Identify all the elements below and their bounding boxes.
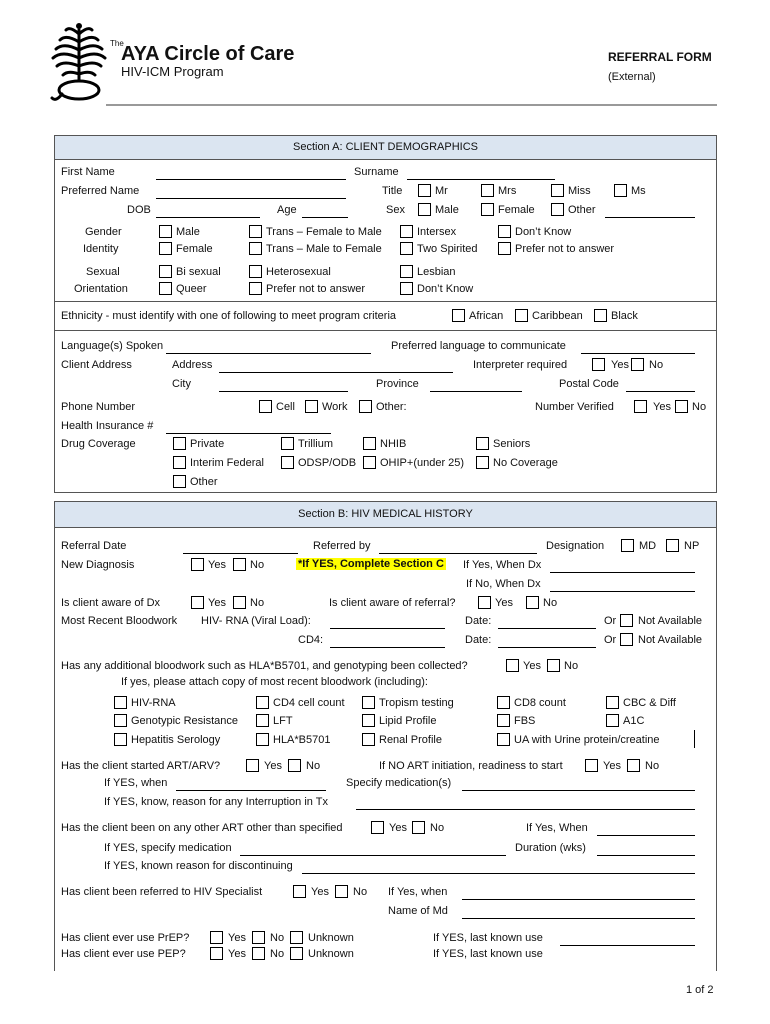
interpreter-label: Interpreter required [473, 359, 568, 371]
aware-dx-yes-checkbox[interactable] [191, 596, 204, 609]
hep-checkbox[interactable] [114, 733, 127, 746]
black-label: Black [611, 310, 638, 322]
private-checkbox[interactable] [173, 437, 186, 450]
preferred-lang-label: Preferred language to communicate [391, 340, 566, 352]
two-spirited-checkbox[interactable] [400, 242, 413, 255]
new-dx-label: New Diagnosis [61, 559, 135, 571]
prep-last-label: If YES, last known use [433, 932, 543, 944]
hla-label: HLA*B5701 [273, 734, 331, 746]
if-no-when-dx-label: If No, When Dx [466, 578, 541, 590]
viral-date-field[interactable] [498, 628, 596, 629]
new-dx-no-checkbox[interactable] [233, 558, 246, 571]
age-label: Age [277, 204, 297, 216]
interpreter-no-checkbox[interactable] [631, 358, 644, 371]
new-dx-no-label: No [250, 559, 265, 571]
prep-label: Has client ever use PrEP? [61, 932, 190, 944]
lipid-checkbox[interactable] [362, 714, 375, 727]
miss-label: Miss [568, 185, 591, 197]
first-name-field[interactable] [156, 179, 346, 180]
other-coverage-label: Other [190, 476, 218, 488]
orientation-prefer-not-label: Prefer not to answer [266, 283, 366, 295]
interpreter-no-label: No [649, 359, 664, 371]
trillium-label: Trillium [298, 438, 334, 450]
no-art-yes-checkbox[interactable] [585, 759, 598, 772]
odsp-checkbox[interactable] [281, 456, 294, 469]
trans-mf-label: Trans – Male to Female [266, 243, 382, 255]
languages-label: Language(s) Spoken [61, 340, 164, 352]
phone-other-checkbox[interactable] [359, 400, 372, 413]
interruption-label: If YES, know, reason for any Interruption in Tx [104, 796, 328, 808]
hla-checkbox[interactable] [256, 733, 269, 746]
if-yes-when-dx-field[interactable] [550, 572, 695, 573]
verified-label: Number Verified [535, 401, 614, 413]
no-coverage-label: No Coverage [493, 457, 558, 469]
gender-dont-know-checkbox[interactable] [498, 225, 511, 238]
started-art-label: Has the client started ART/ARV? [61, 760, 221, 772]
other-coverage-checkbox[interactable] [173, 475, 186, 488]
cd4count-checkbox[interactable] [256, 696, 269, 709]
sex-female-checkbox[interactable] [481, 203, 494, 216]
other-art-no-label: No [430, 822, 445, 834]
province-label: Province [376, 378, 419, 390]
np-label: NP [684, 540, 700, 552]
city-field[interactable] [219, 391, 348, 392]
lipid-label: Lipid Profile [379, 715, 437, 727]
pep-yes-checkbox[interactable] [210, 947, 223, 960]
specialist-when-label: If Yes, when [388, 886, 448, 898]
dob-label: DOB [127, 204, 151, 216]
first-name-label: First Name [61, 166, 115, 178]
section-a-title: Section A: CLIENT DEMOGRAPHICS [55, 136, 716, 160]
gender-male-checkbox[interactable] [159, 225, 172, 238]
pep-last-label: If YES, last known use [433, 948, 543, 960]
verified-no-checkbox[interactable] [675, 400, 688, 413]
discontinue-label: If YES, known reason for discontinuing [104, 860, 293, 872]
prep-last-field[interactable] [560, 945, 695, 946]
identity-label: Identity [83, 243, 119, 255]
prep-yes-checkbox[interactable] [210, 931, 223, 944]
interim-checkbox[interactable] [173, 456, 186, 469]
ua-label: UA with Urine protein/creatine [514, 734, 660, 746]
specify-med2-field[interactable] [240, 855, 506, 856]
cd8-label: CD8 count [514, 697, 566, 709]
viral-not-avail-label: Not Available [638, 615, 703, 627]
aware-dx-no-checkbox[interactable] [233, 596, 246, 609]
no-art-yes-label: Yes [603, 760, 621, 772]
prep-no-checkbox[interactable] [252, 931, 265, 944]
sex-male-checkbox[interactable] [418, 203, 431, 216]
cbc-checkbox[interactable] [606, 696, 619, 709]
duration-field[interactable] [597, 855, 695, 856]
sex-female-label: Female [498, 204, 535, 216]
prep-yes-label: Yes [228, 932, 246, 944]
caribbean-checkbox[interactable] [515, 309, 528, 322]
preferred-lang-field[interactable] [581, 353, 695, 354]
orientation-dont-know-label: Don’t Know [417, 283, 474, 295]
ohip-checkbox[interactable] [363, 456, 376, 469]
gender-female-label: Female [176, 243, 213, 255]
other-art-label: Has the client been on any other ART other than specified [61, 822, 343, 834]
viral-or-label: Or [604, 615, 617, 627]
other-art-yes-label: Yes [389, 822, 407, 834]
referred-by-label: Referred by [313, 540, 371, 552]
ref-date-label: Referral Date [61, 540, 127, 552]
specialist-when-field[interactable] [462, 899, 695, 900]
designation-label: Designation [546, 540, 605, 552]
renal-label: Renal Profile [379, 734, 442, 746]
aya-logo-icon [48, 20, 110, 104]
geno-checkbox[interactable] [114, 714, 127, 727]
started-art-no-label: No [306, 760, 321, 772]
cd4-label: CD4: [298, 634, 324, 646]
form-title: REFERRAL FORM [608, 50, 712, 64]
nhib-checkbox[interactable] [363, 437, 376, 450]
specialist-no-checkbox[interactable] [335, 885, 348, 898]
cursor-bar [694, 730, 695, 748]
specialist-no-label: No [353, 886, 368, 898]
preferred-name-field[interactable] [156, 198, 346, 199]
heterosexual-label: Heterosexual [266, 266, 331, 278]
aware-ref-no-checkbox[interactable] [526, 596, 539, 609]
cd4-not-avail-checkbox[interactable] [620, 633, 633, 646]
no-art-no-label: No [645, 760, 660, 772]
viral-load-label: HIV- RNA (Viral Load): [201, 615, 311, 627]
age-field[interactable] [302, 217, 348, 218]
sex-other-checkbox[interactable] [551, 203, 564, 216]
heterosexual-checkbox[interactable] [249, 265, 262, 278]
sex-other-field[interactable] [605, 217, 695, 218]
logo-subtitle: HIV-ICM Program [121, 64, 224, 79]
orientation-dont-know-checkbox[interactable] [400, 282, 413, 295]
interim-label: Interim Federal [190, 457, 264, 469]
caribbean-label: Caribbean [532, 310, 583, 322]
ethnicity-label: Ethnicity - must identify with one of following to meet program criteria [61, 310, 397, 322]
trans-mf-checkbox[interactable] [249, 242, 262, 255]
aware-ref-no-label: No [543, 597, 558, 609]
complete-section-c-note: *If YES, Complete Section C [298, 558, 444, 570]
cd4-or-label: Or [604, 634, 617, 646]
title-mrs-checkbox[interactable] [481, 184, 494, 197]
cd8-checkbox[interactable] [497, 696, 510, 709]
client-address-label: Client Address [61, 359, 132, 371]
cd4-field[interactable] [330, 647, 445, 648]
african-label: African [469, 310, 504, 322]
phone-cell-label: Cell [276, 401, 295, 413]
additional-yes-label: Yes [523, 660, 541, 672]
bisexual-label: Bi sexual [176, 266, 221, 278]
mrs-label: Mrs [498, 185, 517, 197]
no-art-no-checkbox[interactable] [627, 759, 640, 772]
title-miss-checkbox[interactable] [551, 184, 564, 197]
gender-label: Gender [85, 226, 122, 238]
hivrna-label: HIV-RNA [131, 697, 176, 709]
pep-unknown-checkbox[interactable] [290, 947, 303, 960]
gender-prefer-not-checkbox[interactable] [498, 242, 511, 255]
other-art-when-label: If Yes, When [526, 822, 588, 834]
gender-prefer-not-label: Prefer not to answer [515, 243, 615, 255]
no-coverage-checkbox[interactable] [476, 456, 489, 469]
orientation-label: Orientation [74, 283, 128, 295]
divider [54, 301, 717, 302]
orientation-prefer-not-checkbox[interactable] [249, 282, 262, 295]
divider [54, 330, 717, 331]
page-number: 1 of 2 [686, 984, 714, 996]
phone-work-checkbox[interactable] [305, 400, 318, 413]
sex-male-label: Male [435, 204, 459, 216]
surname-label: Surname [354, 166, 399, 178]
aware-dx-yes-label: Yes [208, 597, 226, 609]
pep-no-label: No [270, 948, 285, 960]
cd4-not-avail-label: Not Available [638, 634, 703, 646]
lft-checkbox[interactable] [256, 714, 269, 727]
city-label: City [172, 378, 191, 390]
additional-no-label: No [564, 660, 579, 672]
seniors-label: Seniors [493, 438, 531, 450]
phone-cell-checkbox[interactable] [259, 400, 272, 413]
started-art-no-checkbox[interactable] [288, 759, 301, 772]
if-no-when-dx-field[interactable] [550, 591, 695, 592]
address-label: Address [172, 359, 213, 371]
pep-label: Has client ever use PEP? [61, 948, 186, 960]
trans-fm-label: Trans – Female to Male [266, 226, 382, 238]
fbs-checkbox[interactable] [497, 714, 510, 727]
postal-label: Postal Code [559, 378, 619, 390]
new-dx-yes-checkbox[interactable] [191, 558, 204, 571]
dob-field[interactable] [156, 217, 260, 218]
lesbian-label: Lesbian [417, 266, 456, 278]
title-ms-checkbox[interactable] [614, 184, 627, 197]
private-label: Private [190, 438, 225, 450]
other-art-when-field[interactable] [597, 835, 695, 836]
a1c-label: A1C [623, 715, 645, 727]
additional-bloodwork-label: Has any additional bloodwork such as HLA*B5701, and genotyping been collected? [61, 660, 468, 672]
sex-other-label: Other [568, 204, 596, 216]
intersex-checkbox[interactable] [400, 225, 413, 238]
lesbian-checkbox[interactable] [400, 265, 413, 278]
ms-label: Ms [631, 185, 646, 197]
title-mr-checkbox[interactable] [418, 184, 431, 197]
nhib-label: NHIB [380, 438, 407, 450]
additional-yes-checkbox[interactable] [506, 659, 519, 672]
logo-title: AYA Circle of Care [121, 43, 295, 65]
cd4count-label: CD4 cell count [273, 697, 345, 709]
additional-no-checkbox[interactable] [547, 659, 560, 672]
gender-female-checkbox[interactable] [159, 242, 172, 255]
phone-work-label: Work [322, 401, 348, 413]
pep-no-checkbox[interactable] [252, 947, 265, 960]
sexual-label: Sexual [86, 266, 120, 278]
aware-dx-label: Is client aware of Dx [61, 597, 161, 609]
a1c-checkbox[interactable] [606, 714, 619, 727]
two-spirited-label: Two Spirited [417, 243, 478, 255]
preferred-name-label: Preferred Name [61, 185, 140, 197]
ohip-label: OHIP+(under 25) [380, 457, 465, 469]
discontinue-field[interactable] [302, 873, 695, 874]
md-label: MD [639, 540, 657, 552]
viral-date-label: Date: [465, 615, 492, 627]
health-ins-label: Health Insurance # [61, 420, 154, 432]
viral-not-avail-checkbox[interactable] [620, 614, 633, 627]
phone-other-label: Other: [376, 401, 407, 413]
interpreter-yes-label: Yes [611, 359, 629, 371]
cd4-date-field[interactable] [498, 647, 596, 648]
art-when-field[interactable] [176, 790, 326, 791]
hivrna-checkbox[interactable] [114, 696, 127, 709]
tropism-checkbox[interactable] [362, 696, 375, 709]
art-when-label: If YES, when [104, 777, 168, 789]
interruption-field[interactable] [356, 809, 695, 810]
specify-med-label: Specify medication(s) [346, 777, 452, 789]
started-art-yes-checkbox[interactable] [246, 759, 259, 772]
prep-unknown-checkbox[interactable] [290, 931, 303, 944]
black-checkbox[interactable] [594, 309, 607, 322]
lft-label: LFT [273, 715, 293, 727]
aware-ref-label: Is client aware of referral? [329, 597, 456, 609]
health-ins-field[interactable] [166, 433, 331, 434]
hep-label: Hepatitis Serology [131, 734, 221, 746]
name-md-field[interactable] [462, 918, 695, 919]
sex-label: Sex [386, 204, 405, 216]
other-art-yes-checkbox[interactable] [371, 821, 384, 834]
mr-label: Mr [435, 185, 448, 197]
cbc-label: CBC & Diff [623, 697, 676, 709]
trillium-checkbox[interactable] [281, 437, 294, 450]
seniors-checkbox[interactable] [476, 437, 489, 450]
prep-no-label: No [270, 932, 285, 944]
postal-field[interactable] [626, 391, 695, 392]
title-label: Title [382, 185, 403, 197]
surname-field[interactable] [407, 179, 555, 180]
verified-yes-checkbox[interactable] [634, 400, 647, 413]
aware-ref-yes-checkbox[interactable] [478, 596, 491, 609]
specialist-yes-checkbox[interactable] [293, 885, 306, 898]
specify-med-field[interactable] [462, 790, 695, 791]
intersex-label: Intersex [417, 226, 457, 238]
gender-male-label: Male [176, 226, 200, 238]
pep-unknown-label: Unknown [308, 948, 354, 960]
name-md-label: Name of Md [388, 905, 448, 917]
queer-checkbox[interactable] [159, 282, 172, 295]
aware-ref-yes-label: Yes [495, 597, 513, 609]
other-art-no-checkbox[interactable] [412, 821, 425, 834]
african-checkbox[interactable] [452, 309, 465, 322]
no-art-label: If NO ART initiation, readiness to start [379, 760, 563, 772]
pep-yes-label: Yes [228, 948, 246, 960]
tropism-label: Tropism testing [379, 697, 454, 709]
geno-label: Genotypic Resistance [131, 715, 238, 727]
phone-label: Phone Number [61, 401, 135, 413]
referred-by-field[interactable] [379, 553, 537, 554]
logo-the: The [110, 39, 124, 48]
renal-checkbox[interactable] [362, 733, 375, 746]
prep-unknown-label: Unknown [308, 932, 354, 944]
bisexual-checkbox[interactable] [159, 265, 172, 278]
section-b-title: Section B: HIV MEDICAL HISTORY [55, 502, 716, 528]
aware-dx-no-label: No [250, 597, 265, 609]
viral-load-field[interactable] [330, 628, 445, 629]
fbs-label: FBS [514, 715, 536, 727]
if-yes-when-dx-label: If Yes, When Dx [463, 559, 542, 571]
header-divider [106, 104, 717, 106]
queer-label: Queer [176, 283, 207, 295]
new-dx-yes-label: Yes [208, 559, 226, 571]
drug-cov-label: Drug Coverage [61, 438, 136, 450]
province-field[interactable] [430, 391, 522, 392]
form-subtitle: (External) [608, 71, 656, 83]
specify-med2-label: If YES, specify medication [104, 842, 232, 854]
odsp-label: ODSP/ODB [298, 457, 357, 469]
started-art-yes-label: Yes [264, 760, 282, 772]
specialist-label: Has client been referred to HIV Specialist [61, 886, 263, 898]
trans-fm-checkbox[interactable] [249, 225, 262, 238]
gender-dont-know-label: Don’t Know [515, 226, 572, 238]
attach-note: If yes, please attach copy of most recent bloodwork (including): [121, 676, 428, 688]
duration-label: Duration (wks) [515, 842, 586, 854]
specialist-yes-label: Yes [311, 886, 329, 898]
address-field[interactable] [219, 372, 453, 373]
bloodwork-label: Most Recent Bloodwork [61, 615, 178, 627]
verified-no-label: No [692, 401, 707, 413]
cd4-date-label: Date: [465, 634, 492, 646]
languages-field[interactable] [166, 353, 371, 354]
verified-yes-label: Yes [653, 401, 671, 413]
md-checkbox[interactable] [621, 539, 634, 552]
interpreter-yes-checkbox[interactable] [592, 358, 605, 371]
ua-checkbox[interactable] [497, 733, 510, 746]
ref-date-field[interactable] [183, 553, 298, 554]
np-checkbox[interactable] [666, 539, 679, 552]
